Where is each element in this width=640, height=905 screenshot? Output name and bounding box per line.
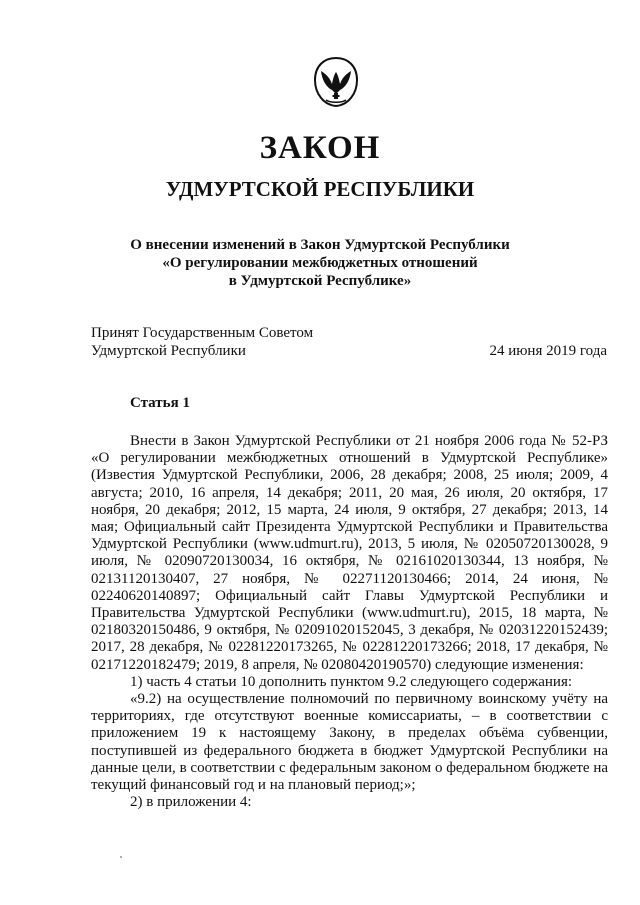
article-paragraph: «9.2) на осуществление полномочий по первичному воинскому учёту на территориях, где отсутствуют военные комиссариаты, – в соответствии с приложением 19 к настоящему Закону, в пределах объёма субвенции, поступившей из федерального бюджета в бюджет Удмуртской Республики на данные цели, в соответствии с федеральным законом о федеральном бюджете на текущий финансовый год и на плановый период;»; xyxy=(91,691,608,794)
adoption-statement xyxy=(91,324,313,360)
adoption-line: Удмуртской Республики xyxy=(91,343,246,359)
scan-speck xyxy=(120,856,122,858)
document-heading-line: в Удмуртской Республике» xyxy=(228,273,412,289)
article-paragraph: 1) часть 4 статьи 10 дополнить пунктом 9.2 следующего содержания: xyxy=(130,673,573,690)
document-heading-line: «О регулировании межбюджетных отношений xyxy=(162,255,478,271)
document-heading xyxy=(0,236,640,290)
adoption-date: 24 июня 2019 года xyxy=(489,343,607,359)
article-body xyxy=(91,433,608,811)
article-paragraph: Внести в Закон Удмуртской Республики от 21 ноября 2006 года № 52-РЗ «О регулировании межбюджетных отношений в Удмуртской Республике» (Известия Удмуртской Республики, 2006, 28 декабря; 2008, 25 июля; 2009, 4 августа; 2010, 16 апреля, 14 декабря; 2011, 20 мая, 26 июля, 20 октября, 17 ноября, 20 декабря; 2012, 15 марта, 24 июля, 9 октября, 27 декабря; 2013, 14 мая; Официальный сайт Президента Удмуртской Республики и Правительства Удмуртской Республики (www.udmurt.ru), 2013, 5 июля, № 02050720130028, 9 июля, № 02090720130034, 16 октября, № 02161020130344, 13 ноября, № 02131120130407, 27 ноября, № 02271120130466; 2014, 24 июня, № 02240620140897; Официальный сайт Главы Удмуртской Республики и Правительства Удмуртской Республики (www.udmurt.ru), 2015, 18 марта, № 02180320150486, 9 октября, № 02091020152045, 3 декабря, № 02031220152439; 2017, 28 декабря, № 02281220173265, № 02281220173266; 2018, 17 декабря, № 02171220182479; 2019, 8 апреля, № 02080420190570) следующие изменения: xyxy=(91,433,608,673)
document-heading-line: О внесении изменений в Закон Удмуртской Республики xyxy=(130,237,510,253)
article-paragraph: 2) в приложении 4: xyxy=(130,794,252,811)
adoption-line: Принят Государственным Советом xyxy=(91,325,314,341)
article-heading: Статья 1 xyxy=(130,395,190,411)
law-title: ЗАКОН xyxy=(259,130,381,166)
republic-subtitle: УДМУРТСКОЙ РЕСПУБЛИКИ xyxy=(165,177,475,201)
udmurt-coat-of-arms-icon xyxy=(312,56,360,108)
